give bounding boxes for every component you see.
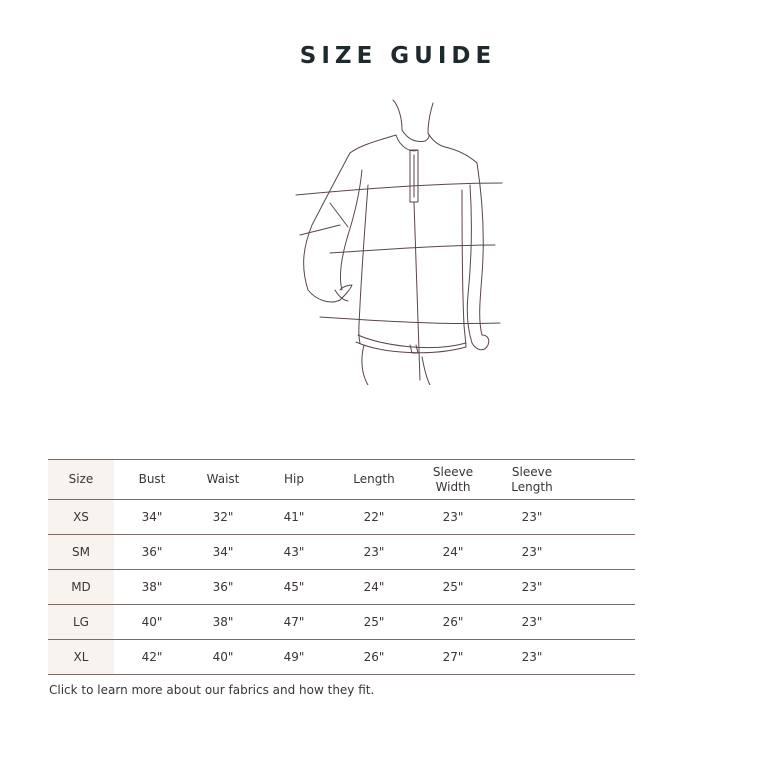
column-header-sleeve-length-label: Sleeve Length [511, 464, 553, 494]
cell-sleeve-width: 27" [416, 640, 490, 675]
cell-spacer [574, 640, 635, 675]
cell-sleeve-width: 25" [416, 570, 490, 605]
cell-sleeve-length: 23" [490, 535, 574, 570]
cell-spacer [574, 605, 635, 640]
cell-size: XS [48, 500, 114, 535]
column-header-waist: Waist [190, 460, 256, 500]
table-row [48, 535, 635, 570]
cell-length: 23" [332, 535, 416, 570]
cell-bust: 42" [114, 640, 190, 675]
cell-bust: 34" [114, 500, 190, 535]
cell-size: XL [48, 640, 114, 675]
cell-waist: 34" [190, 535, 256, 570]
cell-waist: 32" [190, 500, 256, 535]
cell-sleeve-length: 23" [490, 500, 574, 535]
page-title: SIZE GUIDE [299, 43, 497, 70]
cell-sleeve-width: 26" [416, 605, 490, 640]
shirt-measurement-sketch-icon [290, 95, 505, 385]
table-row [48, 640, 635, 675]
cell-spacer [574, 535, 635, 570]
cell-size: MD [48, 570, 114, 605]
cell-sleeve-width: 23" [416, 500, 490, 535]
cell-sleeve-width: 24" [416, 535, 490, 570]
cell-spacer [574, 570, 635, 605]
cell-length: 22" [332, 500, 416, 535]
table-row [48, 570, 635, 605]
column-header-sleeve-width [416, 460, 490, 500]
cell-bust: 36" [114, 535, 190, 570]
cell-length: 25" [332, 605, 416, 640]
cell-sleeve-length: 23" [490, 605, 574, 640]
column-header-sleeve-length [490, 460, 574, 500]
cell-bust: 38" [114, 570, 190, 605]
cell-size: SM [48, 535, 114, 570]
cell-waist: 36" [190, 570, 256, 605]
cell-hip: 47" [256, 605, 332, 640]
table-body [48, 500, 635, 675]
column-header-hip: Hip [256, 460, 332, 500]
column-header-length: Length [332, 460, 416, 500]
cell-spacer [574, 500, 635, 535]
table-header-row [48, 460, 635, 500]
column-header-size: Size [48, 460, 114, 500]
cell-hip: 49" [256, 640, 332, 675]
column-header-sleeve-width-label: Sleeve Width [432, 464, 474, 494]
cell-waist: 40" [190, 640, 256, 675]
cell-hip: 41" [256, 500, 332, 535]
cell-waist: 38" [190, 605, 256, 640]
fabrics-info-link[interactable]: Click to learn more about our fabrics and how they fit. [49, 683, 375, 697]
cell-bust: 40" [114, 605, 190, 640]
cell-hip: 43" [256, 535, 332, 570]
cell-hip: 45" [256, 570, 332, 605]
table-row [48, 605, 635, 640]
size-chart-table [48, 459, 635, 675]
cell-sleeve-length: 23" [490, 640, 574, 675]
table-row [48, 500, 635, 535]
column-header-bust: Bust [114, 460, 190, 500]
column-spacer [574, 460, 635, 500]
cell-size: LG [48, 605, 114, 640]
cell-length: 26" [332, 640, 416, 675]
cell-sleeve-length: 23" [490, 570, 574, 605]
cell-length: 24" [332, 570, 416, 605]
